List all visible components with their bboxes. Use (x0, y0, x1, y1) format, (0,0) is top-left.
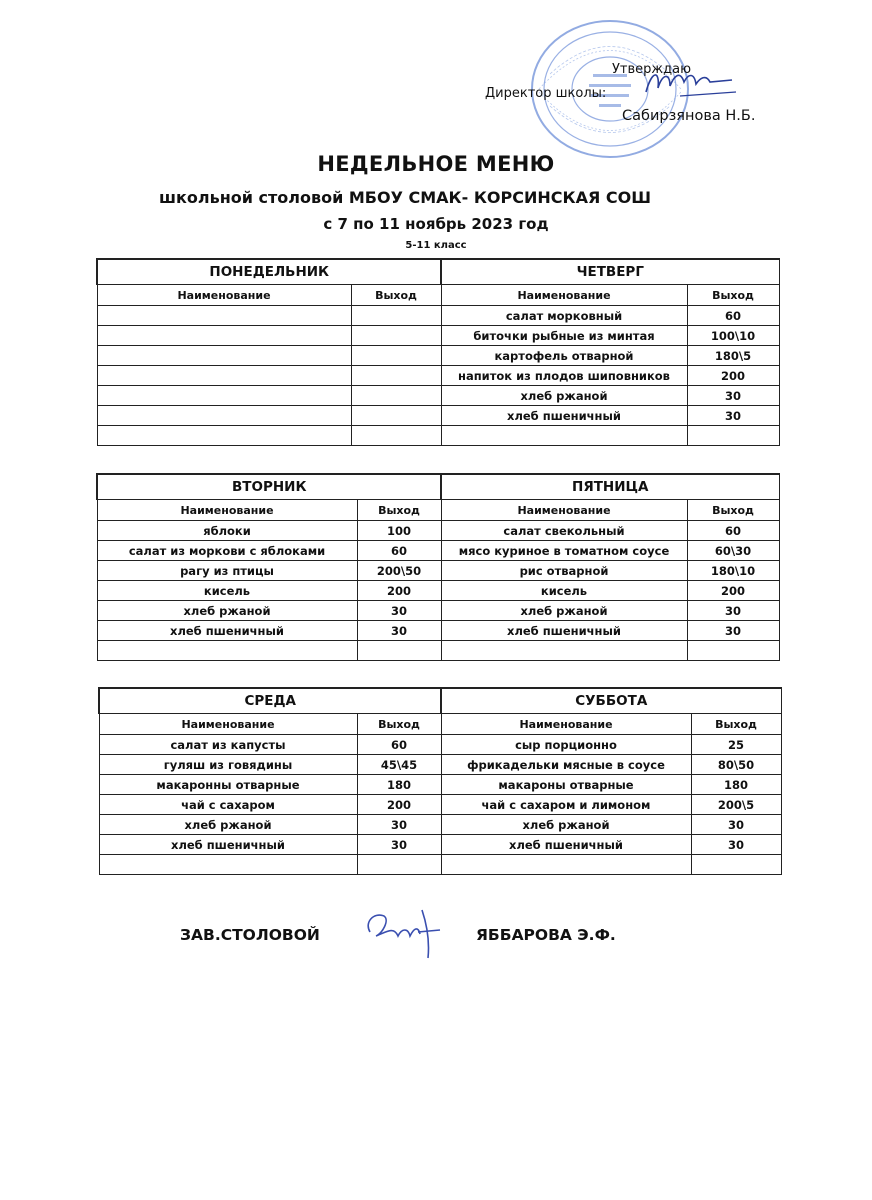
dish-name: чай с сахаром (99, 795, 357, 815)
dish-name: салат морковный (441, 306, 687, 326)
dish-output (357, 855, 441, 875)
column-header-output: Выход (351, 285, 441, 306)
dish-name: рагу из птицы (97, 561, 357, 581)
dish-name: хлеб пшеничный (97, 621, 357, 641)
dish-name: фрикадельки мясные в соусе (441, 755, 691, 775)
dish-name: кисель (441, 581, 687, 601)
table-row (97, 346, 441, 366)
column-header-name: Наименование (97, 285, 351, 306)
menu-table-friday (440, 473, 780, 661)
dish-name (97, 346, 351, 366)
table-row (441, 755, 781, 775)
table-row (99, 835, 441, 855)
table-row (441, 306, 779, 326)
table-row (441, 561, 779, 581)
table-row (441, 326, 779, 346)
table-row (97, 541, 441, 561)
table-row (97, 601, 441, 621)
dish-output: 25 (691, 735, 781, 755)
dish-name: салат свекольный (441, 521, 687, 541)
table-row (441, 541, 779, 561)
dish-name: сыр порционно (441, 735, 691, 755)
dish-output (691, 855, 781, 875)
dish-name: гуляш из говядины (99, 755, 357, 775)
dish-name: мясо куриное в томатном соусе (441, 541, 687, 561)
menu-table-monday (96, 258, 442, 446)
dish-output (351, 386, 441, 406)
table-row (441, 775, 781, 795)
grade-label: 5-11 класс (405, 240, 467, 251)
table-row (441, 735, 781, 755)
dish-output (351, 406, 441, 426)
dish-output: 80\50 (691, 755, 781, 775)
column-header-output: Выход (691, 714, 781, 735)
dish-output: 60 (357, 735, 441, 755)
dish-name: чай с сахаром и лимоном (441, 795, 691, 815)
table-row (441, 406, 779, 426)
dish-output: 30 (687, 386, 779, 406)
dish-output (351, 306, 441, 326)
dish-output: 180\5 (687, 346, 779, 366)
dish-output (687, 426, 779, 446)
dish-name (97, 641, 357, 661)
dish-name: биточки рыбные из минтая (441, 326, 687, 346)
dish-name (97, 406, 351, 426)
dish-output: 200\50 (357, 561, 441, 581)
dish-name (441, 426, 687, 446)
day-title-monday: ПОНЕДЕЛЬНИК (97, 259, 441, 285)
table-row (97, 306, 441, 326)
day-title-tuesday: ВТОРНИК (97, 474, 441, 500)
column-header-name: Наименование (97, 500, 357, 521)
dish-output: 180 (691, 775, 781, 795)
dish-output: 60 (687, 521, 779, 541)
table-row (441, 835, 781, 855)
dish-name: рис отварной (441, 561, 687, 581)
dish-name (97, 306, 351, 326)
table-row (441, 855, 781, 875)
dish-name: хлеб ржаной (97, 601, 357, 621)
table-row (97, 406, 441, 426)
menu-table-wednesday (98, 687, 442, 875)
column-header-name: Наименование (99, 714, 357, 735)
table-row (441, 641, 779, 661)
dish-output: 45\45 (357, 755, 441, 775)
dish-name: макаронны отварные (99, 775, 357, 795)
dish-output: 200 (687, 581, 779, 601)
table-row (97, 426, 441, 446)
dish-output (351, 366, 441, 386)
dish-name (97, 426, 351, 446)
table-row (441, 815, 781, 835)
dish-name: картофель отварной (441, 346, 687, 366)
dish-name: салат из капусты (99, 735, 357, 755)
dish-output: 200 (357, 581, 441, 601)
table-row (441, 581, 779, 601)
column-header-output: Выход (357, 500, 441, 521)
column-header-output: Выход (357, 714, 441, 735)
table-row (97, 521, 441, 541)
dish-name: хлеб пшеничный (441, 621, 687, 641)
dish-output: 60 (687, 306, 779, 326)
table-row (97, 581, 441, 601)
dish-output (351, 346, 441, 366)
dish-output (351, 426, 441, 446)
table-row (99, 855, 441, 875)
page-subtitle: школьной столовой МБОУ СМАК- КОРСИНСКАЯ СОШ (159, 188, 651, 207)
day-title-friday: ПЯТНИЦА (441, 474, 779, 500)
dish-name: хлеб ржаной (441, 601, 687, 621)
approve-label: Утверждаю (612, 62, 692, 77)
dish-output: 30 (691, 815, 781, 835)
table-row (97, 641, 441, 661)
table-row (97, 366, 441, 386)
menu-table-thursday (440, 258, 780, 446)
dish-name: яблоки (97, 521, 357, 541)
table-row (97, 326, 441, 346)
table-row (99, 795, 441, 815)
date-range: с 7 по 11 ноябрь 2023 год (323, 215, 549, 233)
table-row (441, 621, 779, 641)
table-row (99, 815, 441, 835)
table-row (97, 561, 441, 581)
table-row (441, 386, 779, 406)
canteen-head-signature (360, 902, 450, 962)
table-row (441, 346, 779, 366)
director-label: Директор школы: (485, 86, 607, 101)
footer-name: ЯББАРОВА Э.Ф. (476, 926, 616, 944)
dish-output: 30 (357, 815, 441, 835)
dish-name (441, 641, 687, 661)
table-row (99, 775, 441, 795)
dish-output (357, 641, 441, 661)
dish-name: напиток из плодов шиповников (441, 366, 687, 386)
dish-output: 30 (687, 601, 779, 621)
dish-output: 30 (691, 835, 781, 855)
table-row (97, 386, 441, 406)
dish-output: 30 (357, 835, 441, 855)
dish-output: 200 (357, 795, 441, 815)
dish-output: 200\5 (691, 795, 781, 815)
column-header-output: Выход (687, 285, 779, 306)
dish-output: 30 (357, 621, 441, 641)
menu-table-saturday (440, 687, 782, 875)
dish-name: макароны отварные (441, 775, 691, 795)
menu-table-tuesday (96, 473, 442, 661)
director-name: Сабирзянова Н.Б. (622, 108, 756, 124)
dish-name: хлеб ржаной (99, 815, 357, 835)
column-header-output: Выход (687, 500, 779, 521)
column-header-name: Наименование (441, 285, 687, 306)
dish-output: 180 (357, 775, 441, 795)
dish-name: кисель (97, 581, 357, 601)
dish-output: 60\30 (687, 541, 779, 561)
day-title-saturday: СУББОТА (441, 688, 781, 714)
dish-name (441, 855, 691, 875)
dish-output: 180\10 (687, 561, 779, 581)
table-row (97, 621, 441, 641)
table-row (441, 795, 781, 815)
footer-role: ЗАВ.СТОЛОВОЙ (180, 926, 320, 944)
page-title: НЕДЕЛЬНОЕ МЕНЮ (317, 152, 555, 176)
dish-output (687, 641, 779, 661)
day-title-thursday: ЧЕТВЕРГ (441, 259, 779, 285)
dish-output: 200 (687, 366, 779, 386)
dish-name (99, 855, 357, 875)
dish-name: хлеб пшеничный (99, 835, 357, 855)
dish-output: 30 (357, 601, 441, 621)
dish-output: 100 (357, 521, 441, 541)
dish-name: хлеб пшеничный (441, 406, 687, 426)
table-row (441, 601, 779, 621)
dish-output (351, 326, 441, 346)
dish-name (97, 326, 351, 346)
table-row (99, 735, 441, 755)
dish-output: 30 (687, 406, 779, 426)
dish-name: хлеб ржаной (441, 815, 691, 835)
dish-name (97, 386, 351, 406)
dish-name: салат из моркови с яблоками (97, 541, 357, 561)
dish-output: 30 (687, 621, 779, 641)
dish-output: 100\10 (687, 326, 779, 346)
table-row (441, 366, 779, 386)
table-row (441, 521, 779, 541)
dish-name (97, 366, 351, 386)
column-header-name: Наименование (441, 714, 691, 735)
column-header-name: Наименование (441, 500, 687, 521)
director-signature (640, 62, 740, 102)
dish-name: хлеб ржаной (441, 386, 687, 406)
day-title-wednesday: СРЕДА (99, 688, 441, 714)
dish-output: 60 (357, 541, 441, 561)
table-row (441, 426, 779, 446)
table-row (99, 755, 441, 775)
dish-name: хлеб пшеничный (441, 835, 691, 855)
